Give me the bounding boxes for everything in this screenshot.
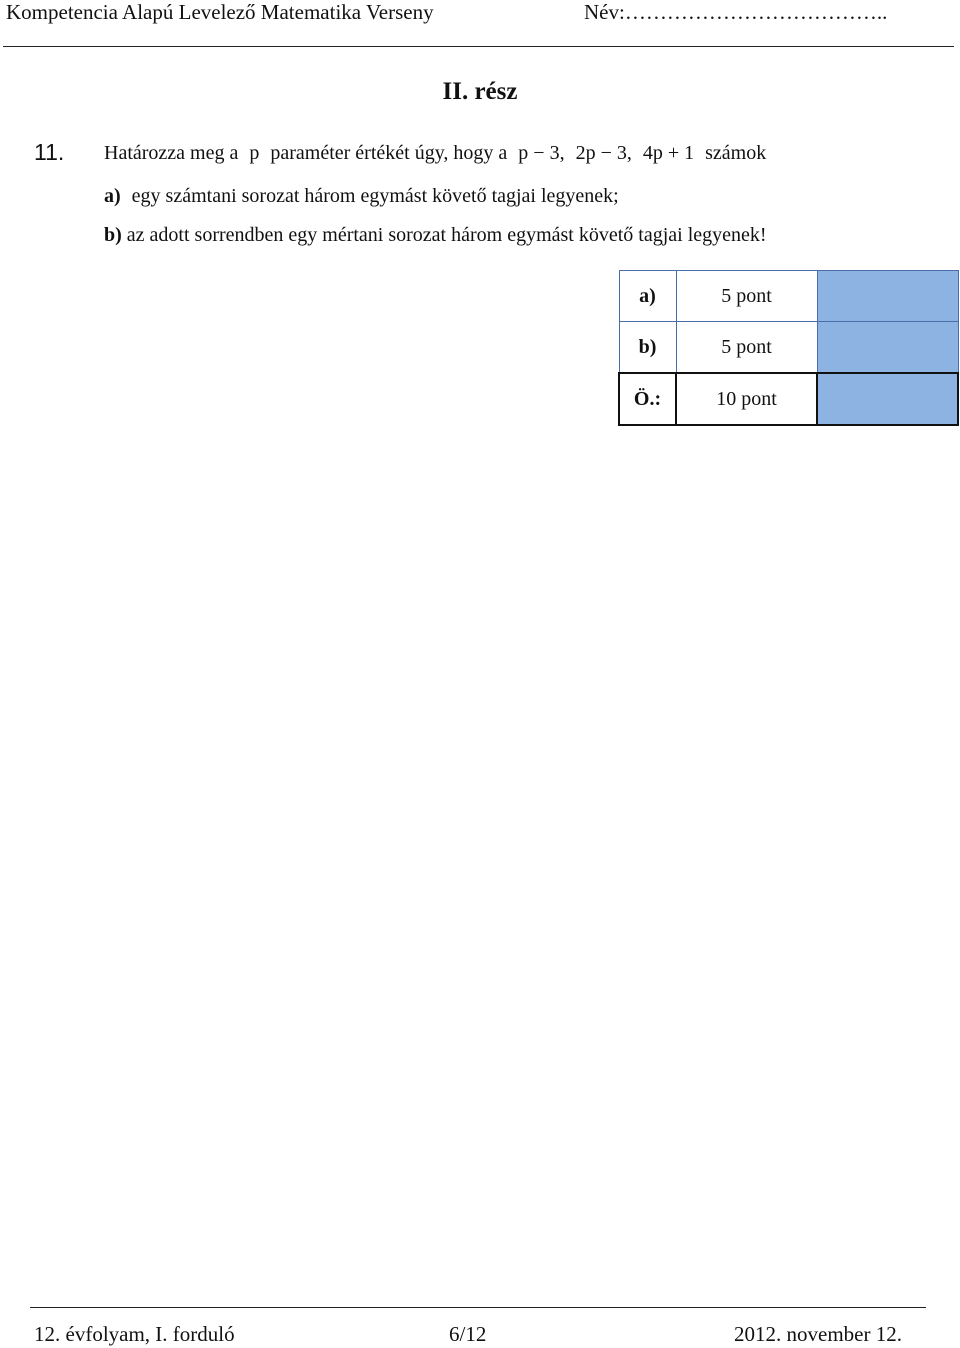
score-table	[618, 270, 959, 426]
header-rule	[3, 46, 954, 47]
score-total-points: 10 pont	[676, 373, 817, 425]
name-field: Név:………………………………..	[584, 0, 888, 24]
term-2: 2p − 3,	[575, 142, 632, 164]
term-1: p − 3,	[518, 142, 565, 164]
score-points: 5 pont	[676, 271, 817, 322]
question-intro-cont: paraméter értékét úgy, hogy a	[270, 142, 508, 164]
score-row-b	[619, 322, 958, 374]
part-b-label: b)	[104, 224, 122, 246]
question-outro: számok	[705, 142, 767, 164]
score-earned-cell[interactable]	[817, 271, 958, 322]
footer-grade-round: 12. évfolyam, I. forduló	[34, 1322, 235, 1346]
score-earned-cell[interactable]	[817, 322, 958, 374]
part-b-text: az adott sorrendben egy mértani sorozat három egymást követő tagjai legyenek!	[126, 224, 767, 246]
part-a-label: a)	[104, 185, 121, 207]
question-intro: Határozza meg a	[104, 142, 239, 164]
section-title: II. rész	[442, 78, 518, 105]
part-b	[104, 223, 767, 247]
competition-title: Kompetencia Alapú Levelező Matematika Verseny	[6, 0, 434, 24]
score-label: a)	[619, 271, 676, 322]
question-statement	[104, 141, 766, 165]
parameter-symbol: p	[249, 142, 260, 164]
footer-page-number: 6/12	[449, 1322, 487, 1346]
score-total-earned-cell[interactable]	[817, 373, 958, 425]
question-number: 11.	[34, 139, 65, 165]
score-label: b)	[619, 322, 676, 374]
score-row-a	[619, 271, 958, 322]
score-total-label: Ö.:	[619, 373, 676, 425]
part-a	[104, 184, 619, 208]
score-points: 5 pont	[676, 322, 817, 374]
part-a-text: egy számtani sorozat három egymást követő tagjai legyenek;	[131, 185, 619, 207]
score-row-total	[619, 373, 958, 425]
footer-date: 2012. november 12.	[734, 1322, 902, 1346]
footer-rule	[30, 1307, 926, 1308]
term-3: 4p + 1	[642, 142, 695, 164]
